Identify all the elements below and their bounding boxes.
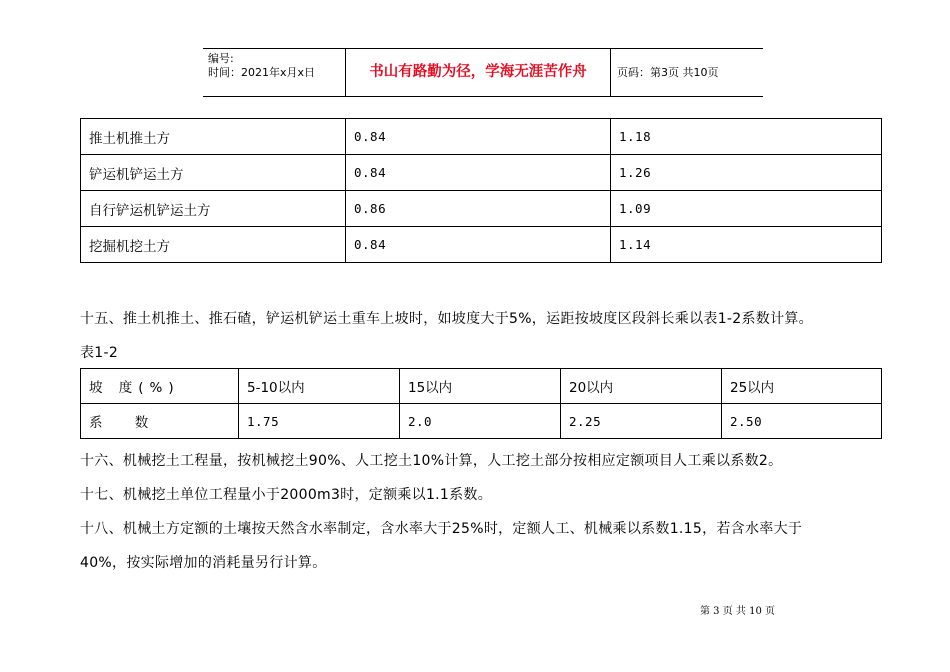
doc-number-label: 编号: (208, 52, 234, 65)
table-cell: 0.84 (346, 155, 611, 191)
table-cell: 挖掘机挖土方 (81, 227, 346, 263)
table-row (81, 227, 882, 263)
table-cell: 0.84 (346, 227, 611, 263)
table-row (81, 404, 882, 439)
table-caption: 表1-2 (80, 345, 119, 361)
paragraph-15: 十五、推土机推土、推石碴，铲运机铲运土重车上坡时，如坡度大于5%，运距按坡度区段斜长乘以表1-2系数计算。 (80, 311, 813, 327)
table-row (81, 119, 882, 155)
paragraph-17: 十七、机械挖土单位工程量小于2000m3时，定额乘以1.1系数。 (80, 487, 493, 503)
coefficient-table (80, 118, 882, 263)
table-cell: 1.14 (611, 227, 882, 263)
page-footer: 第 3 页 共 10 页 (700, 606, 775, 617)
table-cell: 2.0 (400, 404, 561, 439)
table-cell: 1.26 (611, 155, 882, 191)
slope-coefficient-table (80, 368, 882, 439)
table-cell: 2.25 (561, 404, 722, 439)
table-cell: 2.50 (722, 404, 882, 439)
table-cell: 推土机推土方 (81, 119, 346, 155)
table-cell: 自行铲运机铲运土方 (81, 191, 346, 227)
table-cell: 15以内 (400, 369, 561, 404)
header-page-info: 页码：第3页 共10页 (617, 66, 719, 79)
paragraph-18-line-2: 40%，按实际增加的消耗量另行计算。 (80, 555, 327, 571)
table-cell: 5-10以内 (239, 369, 400, 404)
document-header (203, 48, 763, 97)
header-meta (203, 49, 345, 96)
table-row (81, 155, 882, 191)
table-cell: 25以内 (722, 369, 882, 404)
table-cell: 20以内 (561, 369, 722, 404)
table-cell: 0.86 (346, 191, 611, 227)
table-cell: 0.84 (346, 119, 611, 155)
paragraph-18-line-1: 十八、机械土方定额的土壤按天然含水率制定，含水率大于25%时，定额人工、机械乘以系数1.15，若含水率大于 (80, 521, 803, 537)
table-cell: 1.75 (239, 404, 400, 439)
table-cell: 1.09 (611, 191, 882, 227)
slope-header-label: 坡 度(%) (81, 369, 239, 404)
table-row (81, 191, 882, 227)
time-label: 时间：2021年x月x日 (208, 66, 316, 79)
coefficient-label: 系 数 (81, 404, 239, 439)
table-cell: 铲运机铲运土方 (81, 155, 346, 191)
paragraph-16: 十六、机械挖土工程量，按机械挖土90%、人工挖土10%计算，人工挖土部分按相应定额项目人工乘以系数2。 (80, 453, 783, 469)
table-row (81, 369, 882, 404)
table-cell: 1.18 (611, 119, 882, 155)
header-motto: 书山有路勤为径，学海无涯苦作舟 (345, 49, 611, 96)
